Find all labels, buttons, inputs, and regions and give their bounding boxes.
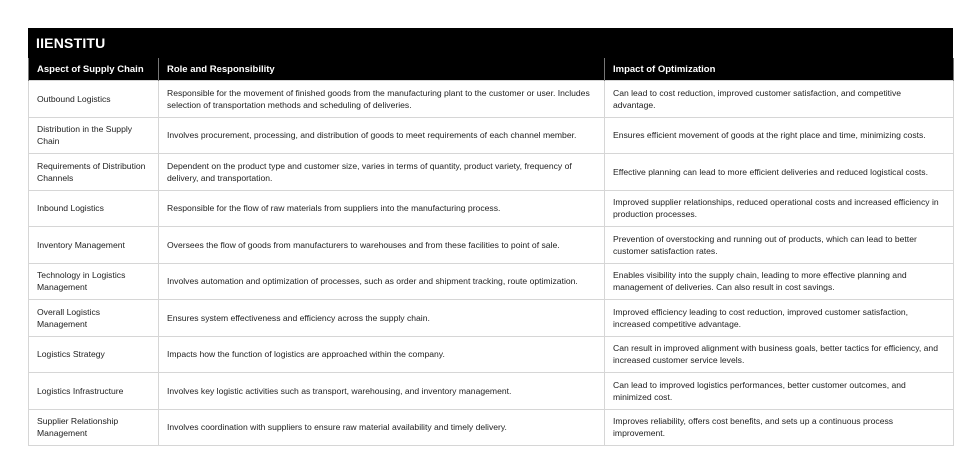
- cell-role: Dependent on the product type and customer size, varies in terms of quantity, product variety, frequency of delivery, and transportation.: [159, 154, 605, 191]
- table-row: [29, 190, 954, 227]
- table-row: [29, 409, 954, 446]
- cell-role: Responsible for the flow of raw materials from suppliers into the manufacturing process.: [159, 190, 605, 227]
- table-row: [29, 263, 954, 300]
- cell-aspect: Technology in Logistics Management: [29, 263, 159, 300]
- supply-chain-table: [28, 58, 954, 446]
- table-row: [29, 154, 954, 191]
- cell-role: Involves procurement, processing, and distribution of goods to meet requirements of each channel member.: [159, 117, 605, 154]
- cell-aspect: Overall Logistics Management: [29, 300, 159, 337]
- cell-aspect: Outbound Logistics: [29, 81, 159, 118]
- table-row: [29, 81, 954, 118]
- cell-aspect: Requirements of Distribution Channels: [29, 154, 159, 191]
- cell-role: Ensures system effectiveness and efficiency across the supply chain.: [159, 300, 605, 337]
- table-header-row: [29, 58, 954, 81]
- cell-impact: Effective planning can lead to more efficient deliveries and reduced logistical costs.: [605, 154, 954, 191]
- table-row: [29, 117, 954, 154]
- table-row: [29, 227, 954, 264]
- header-impact: Impact of Optimization: [605, 58, 954, 81]
- cell-impact: Prevention of overstocking and running out of products, which can lead to better customer satisfaction rates.: [605, 227, 954, 264]
- header-aspect: Aspect of Supply Chain: [29, 58, 159, 81]
- header-role: Role and Responsibility: [159, 58, 605, 81]
- table-row: [29, 300, 954, 337]
- cell-aspect: Inventory Management: [29, 227, 159, 264]
- cell-impact: Ensures efficient movement of goods at the right place and time, minimizing costs.: [605, 117, 954, 154]
- cell-role: Responsible for the movement of finished goods from the manufacturing plant to the customer or user. Includes selection of transportation methods and scheduling of deliveries.: [159, 81, 605, 118]
- cell-aspect: Logistics Strategy: [29, 336, 159, 373]
- cell-role: Involves key logistic activities such as transport, warehousing, and inventory management.: [159, 373, 605, 410]
- cell-role: Impacts how the function of logistics are approached within the company.: [159, 336, 605, 373]
- cell-impact: Can lead to cost reduction, improved customer satisfaction, and competitive advantage.: [605, 81, 954, 118]
- cell-impact: Improved supplier relationships, reduced operational costs and increased efficiency in production processes.: [605, 190, 954, 227]
- cell-impact: Improved efficiency leading to cost reduction, improved customer satisfaction, increased competitive advantage.: [605, 300, 954, 337]
- cell-impact: Enables visibility into the supply chain, leading to more effective planning and management of deliveries. Can also result in cost savings.: [605, 263, 954, 300]
- cell-impact: Improves reliability, offers cost benefits, and sets up a continuous process improvement.: [605, 409, 954, 446]
- cell-impact: Can lead to improved logistics performances, better customer outcomes, and minimized cost.: [605, 373, 954, 410]
- table-row: [29, 336, 954, 373]
- cell-aspect: Distribution in the Supply Chain: [29, 117, 159, 154]
- cell-role: Involves coordination with suppliers to ensure raw material availability and timely delivery.: [159, 409, 605, 446]
- cell-role: Oversees the flow of goods from manufacturers to warehouses and from these facilities to point of sale.: [159, 227, 605, 264]
- cell-aspect: Logistics Infrastructure: [29, 373, 159, 410]
- supply-chain-table-container: [28, 28, 953, 446]
- cell-aspect: Inbound Logistics: [29, 190, 159, 227]
- cell-aspect: Supplier Relationship Management: [29, 409, 159, 446]
- cell-role: Involves automation and optimization of processes, such as order and shipment tracking, route optimization.: [159, 263, 605, 300]
- cell-impact: Can result in improved alignment with business goals, better tactics for efficiency, and increased customer service levels.: [605, 336, 954, 373]
- table-row: [29, 373, 954, 410]
- brand-title: IIENSTITU: [28, 28, 953, 58]
